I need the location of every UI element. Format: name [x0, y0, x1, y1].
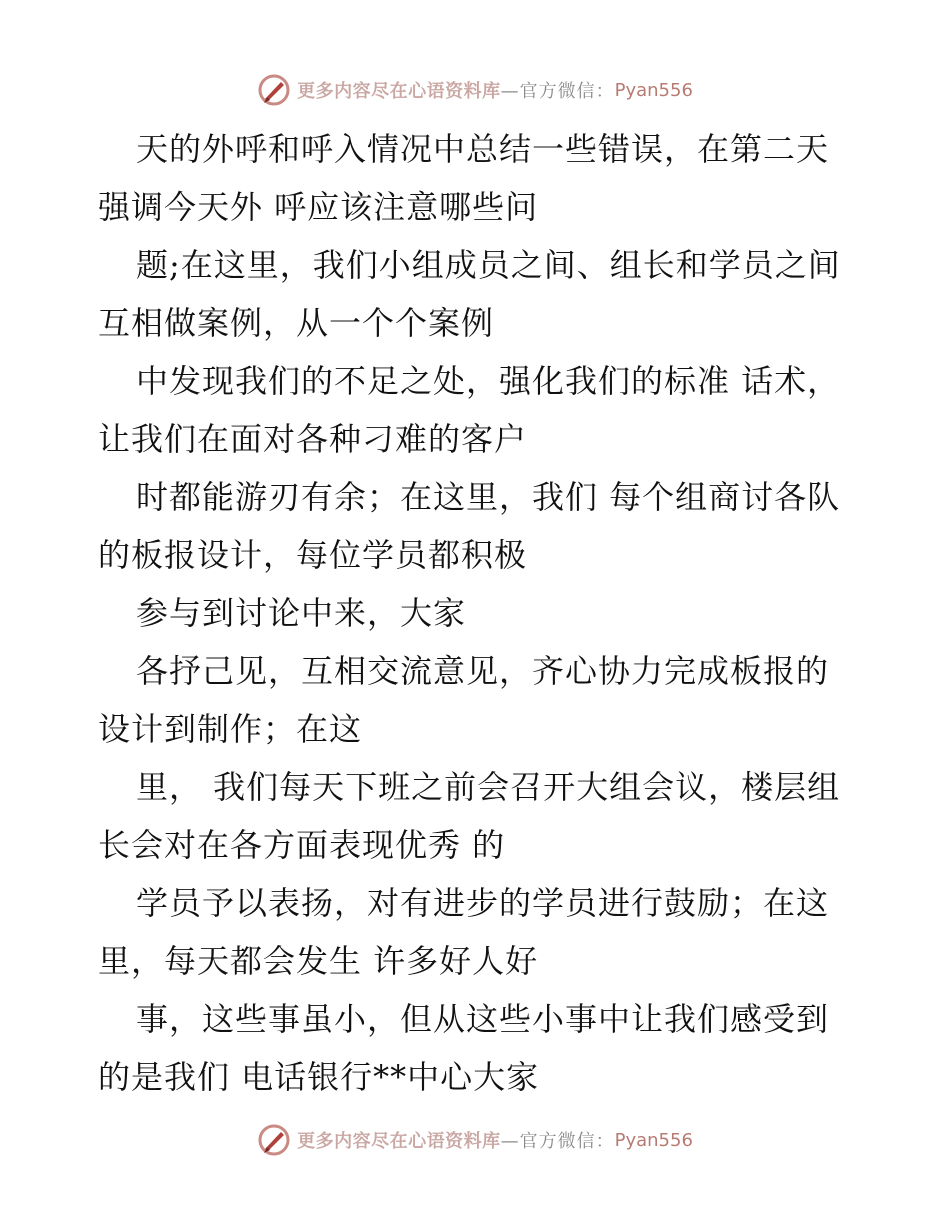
header-banner [0, 70, 950, 110]
paragraph: 天的外呼和呼入情况中总结一些错误，在第二天强调今天外 呼应该注意哪些问 [98, 130, 830, 226]
quill-logo-icon [257, 73, 291, 107]
banner-wechat-id: Pyan556 [614, 1129, 693, 1151]
paragraph: 事，这些事虽小，但从这些小事中让我们感受到的是我们 电话银行**中心大家 [98, 1000, 830, 1096]
footer-banner [0, 1120, 950, 1160]
paragraph: 题;在这里，我们小组成员之间、组长和学员之间 互相做案例，从一个个案例 [98, 246, 841, 342]
paragraph: 参与到讨论中来，大家 [136, 594, 467, 632]
document-body [98, 120, 858, 1106]
paragraph: 中发现我们的不足之处，强化我们的标准 话术，让我们在面对各种刁难的客户 [98, 362, 841, 458]
paragraph: 各抒己见，互相交流意见，齐心协力完成板报的设计到制作；在这 [98, 652, 830, 748]
banner-subtitle: —官方微信： [500, 1131, 615, 1152]
banner-title: 更多内容尽在心语资料库 [297, 81, 501, 102]
paragraph: 学员予以表扬，对有进步的学员进行鼓励；在这里，每天都会发生 许多好人好 [98, 884, 830, 980]
banner-subtitle: —官方微信： [500, 81, 615, 102]
banner-title: 更多内容尽在心语资料库 [297, 1131, 501, 1152]
quill-logo-icon [257, 1123, 291, 1157]
banner-wechat-id: Pyan556 [614, 79, 693, 101]
paragraph: 里， 我们每天下班之前会召开大组会议，楼层组长会对在各方面表现优秀 的 [98, 768, 841, 864]
paragraph: 时都能游刃有余；在这里，我们 每个组商讨各队的板报设计，每位学员都积极 [98, 478, 841, 574]
